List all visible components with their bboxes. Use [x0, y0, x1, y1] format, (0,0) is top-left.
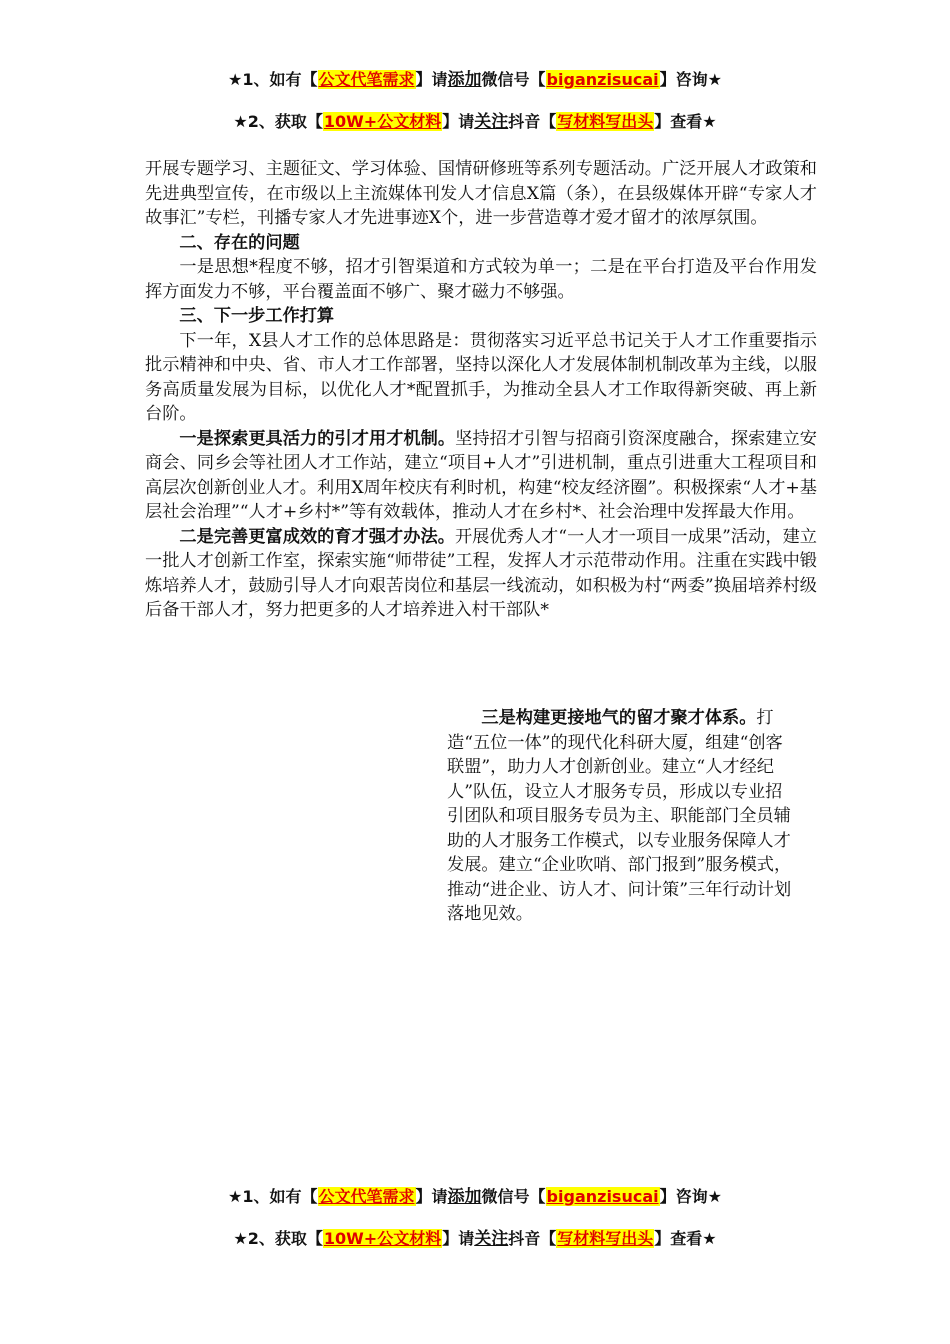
banner-highlight: 10W+公文材料	[323, 112, 442, 131]
banner-text: 】咨询★	[659, 70, 722, 89]
point-1-lead: 一是探索更具活力的引才用才机制。	[179, 428, 456, 449]
banner-text: 】请	[415, 70, 448, 89]
point-1-text: 坚持招才引智与招商引资深度融合，探索建立安商会、同乡会等社团人才工作站，建立“项目+人才”引进机制，重点引进重大工程项目和高层次创新创业人才。利用X周年校庆有利时机，构建“校友经济圈”。积极探索“人才+基层社会治理”“人才+乡村*”等有效载体，推动人才在乡村*、社会治理中发挥最大作用。	[145, 428, 817, 522]
floating-text-box	[447, 706, 797, 927]
banner-highlight: 公文代笔需求	[318, 70, 415, 89]
banner-underline: 添加	[447, 70, 482, 90]
banner-text: ★1、如有【	[228, 70, 318, 89]
paragraph-point-1	[145, 427, 817, 525]
section-heading-problems: 二、存在的问题	[179, 232, 300, 253]
banner-text: 】查看★	[654, 1229, 717, 1248]
banner-text: ★2、获取【	[233, 1229, 323, 1248]
paragraph-point-3	[447, 706, 797, 927]
banner-highlight: 公文代笔需求	[318, 1187, 415, 1206]
banner-underline: 关注	[474, 1229, 509, 1249]
banner-text: 】请	[442, 112, 475, 131]
paragraph-next-steps: 下一年，X县人才工作的总体思路是：贯彻落实习近平总书记关于人才工作重要指示批示精神和中央、省、市人才工作部署，坚持以深化人才发展体制机制改革为主线，以服务高质量发展为目标，以优化人才*配置抓手，为推动全县人才工作取得新突破、再上新台阶。	[145, 330, 817, 424]
section-heading-next-steps: 三、下一步工作打算	[179, 306, 335, 326]
promo-banner-bottom-line1	[0, 1186, 950, 1208]
banner-text: 】请	[415, 1187, 448, 1206]
banner-text: 抖音【	[508, 112, 557, 131]
banner-text: 】请	[442, 1229, 475, 1248]
banner-underline: 关注	[474, 112, 509, 132]
banner-highlight: biganzisucai	[546, 1187, 659, 1206]
banner-text: 】查看★	[654, 112, 717, 131]
banner-highlight: 写材料写出头	[557, 112, 654, 131]
paragraph-intro: 开展专题学习、主题征文、学习体验、国情研修班等系列专题活动。广泛开展人才政策和先进典型宣传，在市级以上主流媒体刊发人才信息X篇（条），在县级媒体开辟“专家人才故事汇”专栏，刊播专家人才先进事迹X个，进一步营造尊才爱才留才的浓厚氛围。	[145, 159, 817, 228]
point-3-text: 打造“五位一体”的现代化科研大厦，组建“创客联盟”，助力人才创新创业。建立“人才经纪人”队伍，设立人才服务专员，形成以专业招引团队和项目服务专员为主、职能部门全员辅助的人才服务工作模式，以专业服务保障人才发展。建立“企业吹哨、部门报到”服务模式，推动“进企业、访人才、问计策”三年行动计划落地见效。	[447, 708, 792, 924]
banner-text: 微信号【	[481, 70, 546, 89]
point-3-lead: 三是构建更接地气的留才聚才体系。	[481, 708, 757, 728]
point-2-text: 开展优秀人才“一人才一项目一成果”活动，建立一批人才创新工作室，探索实施“师带徒”工程，发挥人才示范带动作用。注重在实践中锻炼培养人才，鼓励引导人才向艰苦岗位和基层一线流动，如积极为村“两委”换届培养村级后备干部人才，努力把更多的人才培养进入村干部队*	[145, 526, 817, 620]
point-2-lead: 二是完善更富成效的育才强才办法。	[179, 526, 455, 547]
paragraph-point-2	[145, 525, 817, 623]
banner-highlight: 10W+公文材料	[323, 1229, 442, 1248]
promo-banner-bottom-line2	[0, 1228, 950, 1250]
promo-banner-top-line1	[0, 69, 950, 91]
banner-text: 抖音【	[508, 1229, 557, 1248]
promo-banner-top-line2	[0, 111, 950, 133]
banner-text: ★2、获取【	[233, 112, 323, 131]
document-body	[145, 157, 817, 623]
banner-highlight: 写材料写出头	[557, 1229, 654, 1248]
banner-text: ★1、如有【	[228, 1187, 318, 1206]
banner-underline: 添加	[447, 1187, 482, 1207]
banner-text: 】咨询★	[659, 1187, 722, 1206]
banner-text: 微信号【	[481, 1187, 546, 1206]
paragraph-problems: 一是思想*程度不够，招才引智渠道和方式较为单一；二是在平台打造及平台作用发挥方面发力不够，平台覆盖面不够广、聚才磁力不够强。	[145, 257, 817, 302]
banner-highlight: biganzisucai	[546, 70, 659, 89]
